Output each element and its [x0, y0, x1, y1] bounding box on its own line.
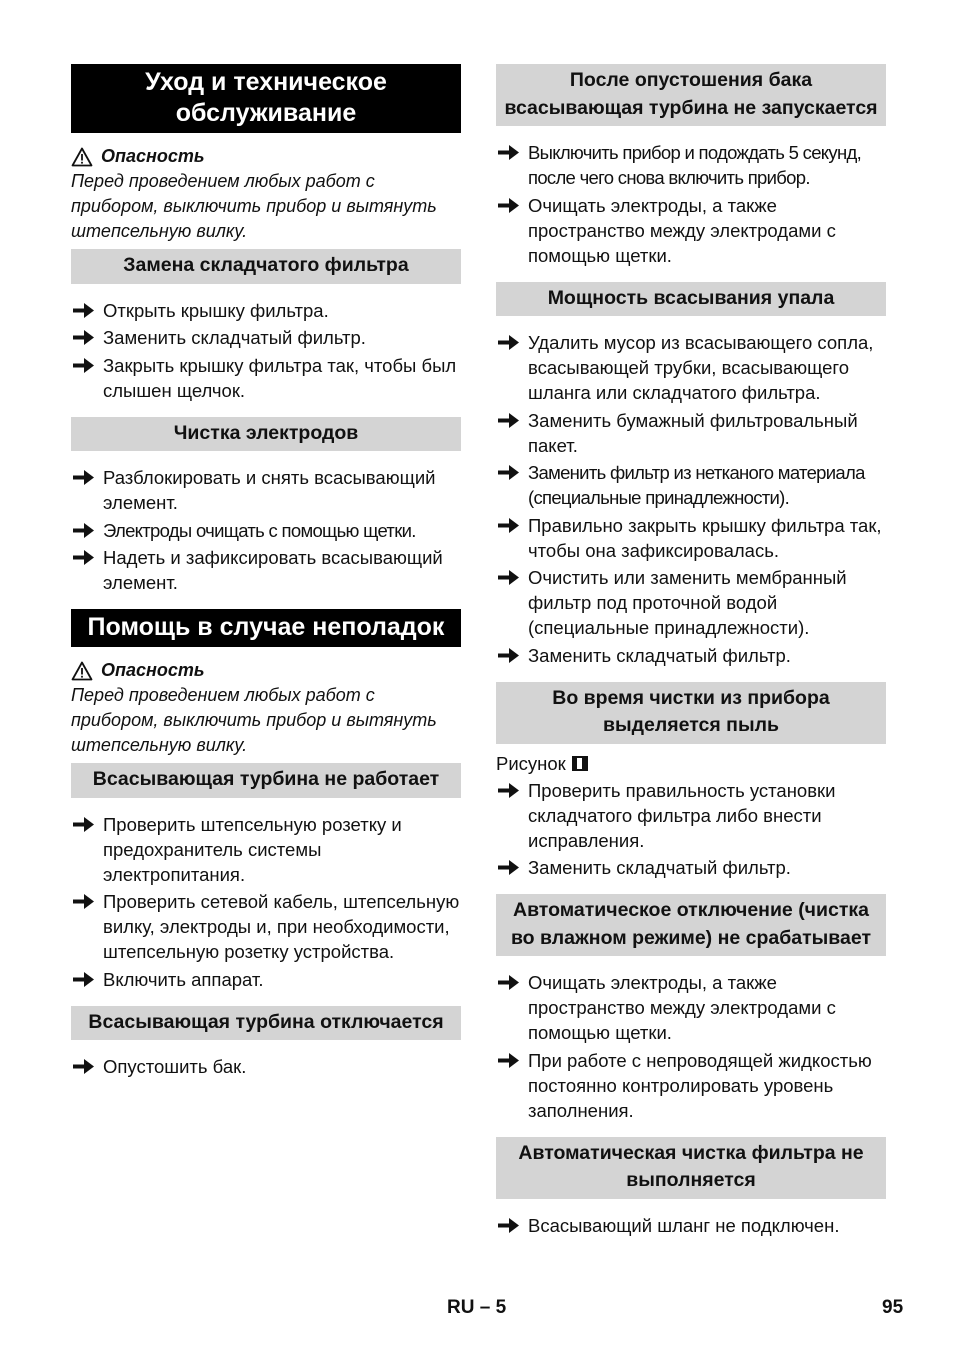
danger-label: Опасность	[101, 660, 205, 680]
arrow-right-icon	[498, 648, 519, 663]
dust-emission-heading: Во время чистки из прибора выделяется пыль	[496, 682, 886, 744]
turbine-shuts-off-heading: Всасывающая турбина отключается	[71, 1006, 461, 1041]
danger-label: Опасность	[101, 146, 205, 166]
dust-emission-steps	[496, 778, 886, 881]
danger-text: Перед проведением любых работ с прибором, выключить прибор и вытянуть штепсельную вилку.	[71, 171, 437, 241]
suction-power-heading: Мощность всасывания упала	[496, 282, 886, 317]
list-item: Заменить фильтр из нетканого материала (специальные принадлежности).	[496, 460, 886, 510]
arrow-right-icon	[498, 860, 519, 875]
list-item: Заменить бумажный фильтровальный пакет.	[496, 408, 886, 458]
list-item: Включить аппарат.	[71, 967, 461, 992]
list-item: Опустошить бак.	[71, 1054, 461, 1079]
list-item: Надеть и зафиксировать всасывающий элемент.	[71, 545, 461, 595]
turbine-not-working-heading: Всасывающая турбина не работает	[71, 763, 461, 798]
arrow-right-icon	[73, 303, 94, 318]
arrow-right-icon	[498, 783, 519, 798]
arrow-right-icon	[498, 198, 519, 213]
arrow-right-icon	[498, 975, 519, 990]
arrow-right-icon	[73, 523, 94, 538]
arrow-right-icon	[73, 1059, 94, 1074]
list-item: Проверить сетевой кабель, штепсельную вилку, электроды и, при необходимости, штепсельную розетку устройства.	[71, 889, 461, 964]
warning-triangle-icon	[71, 147, 93, 167]
list-item: Открыть крышку фильтра.	[71, 298, 461, 323]
list-item: Правильно закрыть крышку фильтра так, чтобы она зафиксировалась.	[496, 513, 886, 563]
list-item: Очистить или заменить мембранный фильтр под проточной водой (специальные принадлежности).	[496, 565, 886, 640]
figure-label: Рисунок	[496, 752, 566, 774]
suction-power-steps	[496, 330, 886, 668]
arrow-right-icon	[498, 570, 519, 585]
arrow-right-icon	[498, 1218, 519, 1233]
arrow-right-icon	[498, 1053, 519, 1068]
right-column	[496, 64, 886, 1252]
figure-number-icon	[572, 756, 588, 771]
arrow-right-icon	[498, 335, 519, 350]
list-item: Заменить складчатый фильтр.	[496, 643, 886, 668]
arrow-right-icon	[498, 465, 519, 480]
danger-block-1	[71, 144, 461, 244]
arrow-right-icon	[73, 330, 94, 345]
auto-shutoff-heading: Автоматическое отключение (чистка во влажном режиме) не срабатывает	[496, 894, 886, 956]
list-item: Закрыть крышку фильтра так, чтобы был слышен щелчок.	[71, 353, 461, 403]
list-item: Разблокировать и снять всасывающий элемент.	[71, 465, 461, 515]
footer-section-code: RU – 5	[447, 1297, 507, 1318]
auto-filter-cleaning-steps	[496, 1213, 886, 1238]
maintenance-heading: Уход и техническое обслуживание	[71, 64, 461, 133]
turbine-not-working-steps	[71, 812, 461, 992]
after-emptying-steps	[496, 140, 886, 268]
electrodes-cleaning-heading: Чистка электродов	[71, 417, 461, 452]
danger-block-2	[71, 658, 461, 758]
list-item: Проверить штепсельную розетку и предохранитель системы электропитания.	[71, 812, 461, 887]
list-item: Заменить складчатый фильтр.	[496, 855, 886, 880]
arrow-right-icon	[73, 972, 94, 987]
turbine-shuts-off-steps	[71, 1054, 461, 1079]
arrow-right-icon	[498, 413, 519, 428]
list-item: Очищать электроды, а также пространство между электродами с помощью щетки.	[496, 970, 886, 1045]
list-item: Проверить правильность установки складчатого фильтра либо внести исправления.	[496, 778, 886, 853]
left-column	[71, 64, 461, 1093]
after-emptying-heading: После опустошения бака всасывающая турбина не запускается	[496, 64, 886, 126]
filter-replace-heading: Замена складчатого фильтра	[71, 249, 461, 284]
list-item: Электроды очищать с помощью щетки.	[71, 518, 461, 543]
list-item: Удалить мусор из всасывающего сопла, всасывающей трубки, всасывающего шланга или складчатого фильтра.	[496, 330, 886, 405]
arrow-right-icon	[73, 894, 94, 909]
list-item: При работе с непроводящей жидкостью постоянно контролировать уровень заполнения.	[496, 1048, 886, 1123]
filter-replace-steps	[71, 298, 461, 403]
auto-filter-cleaning-heading: Автоматическая чистка фильтра не выполняется	[496, 1137, 886, 1199]
arrow-right-icon	[73, 358, 94, 373]
list-item: Всасывающий шланг не подключен.	[496, 1213, 886, 1238]
troubleshooting-heading: Помощь в случае неполадок	[71, 609, 461, 647]
list-item: Выключить прибор и подождать 5 секунд, после чего снова включить прибор.	[496, 140, 886, 190]
electrodes-cleaning-steps	[71, 465, 461, 595]
danger-text: Перед проведением любых работ с прибором, выключить прибор и вытянуть штепсельную вилку.	[71, 685, 437, 755]
arrow-right-icon	[73, 550, 94, 565]
warning-triangle-icon	[71, 661, 93, 681]
arrow-right-icon	[73, 470, 94, 485]
figure-reference	[496, 751, 886, 776]
auto-shutoff-steps	[496, 970, 886, 1123]
list-item: Заменить складчатый фильтр.	[71, 325, 461, 350]
arrow-right-icon	[498, 145, 519, 160]
arrow-right-icon	[73, 817, 94, 832]
list-item: Очищать электроды, а также пространство между электродами с помощью щетки.	[496, 193, 886, 268]
footer-page-number: 95	[882, 1297, 904, 1318]
arrow-right-icon	[498, 518, 519, 533]
